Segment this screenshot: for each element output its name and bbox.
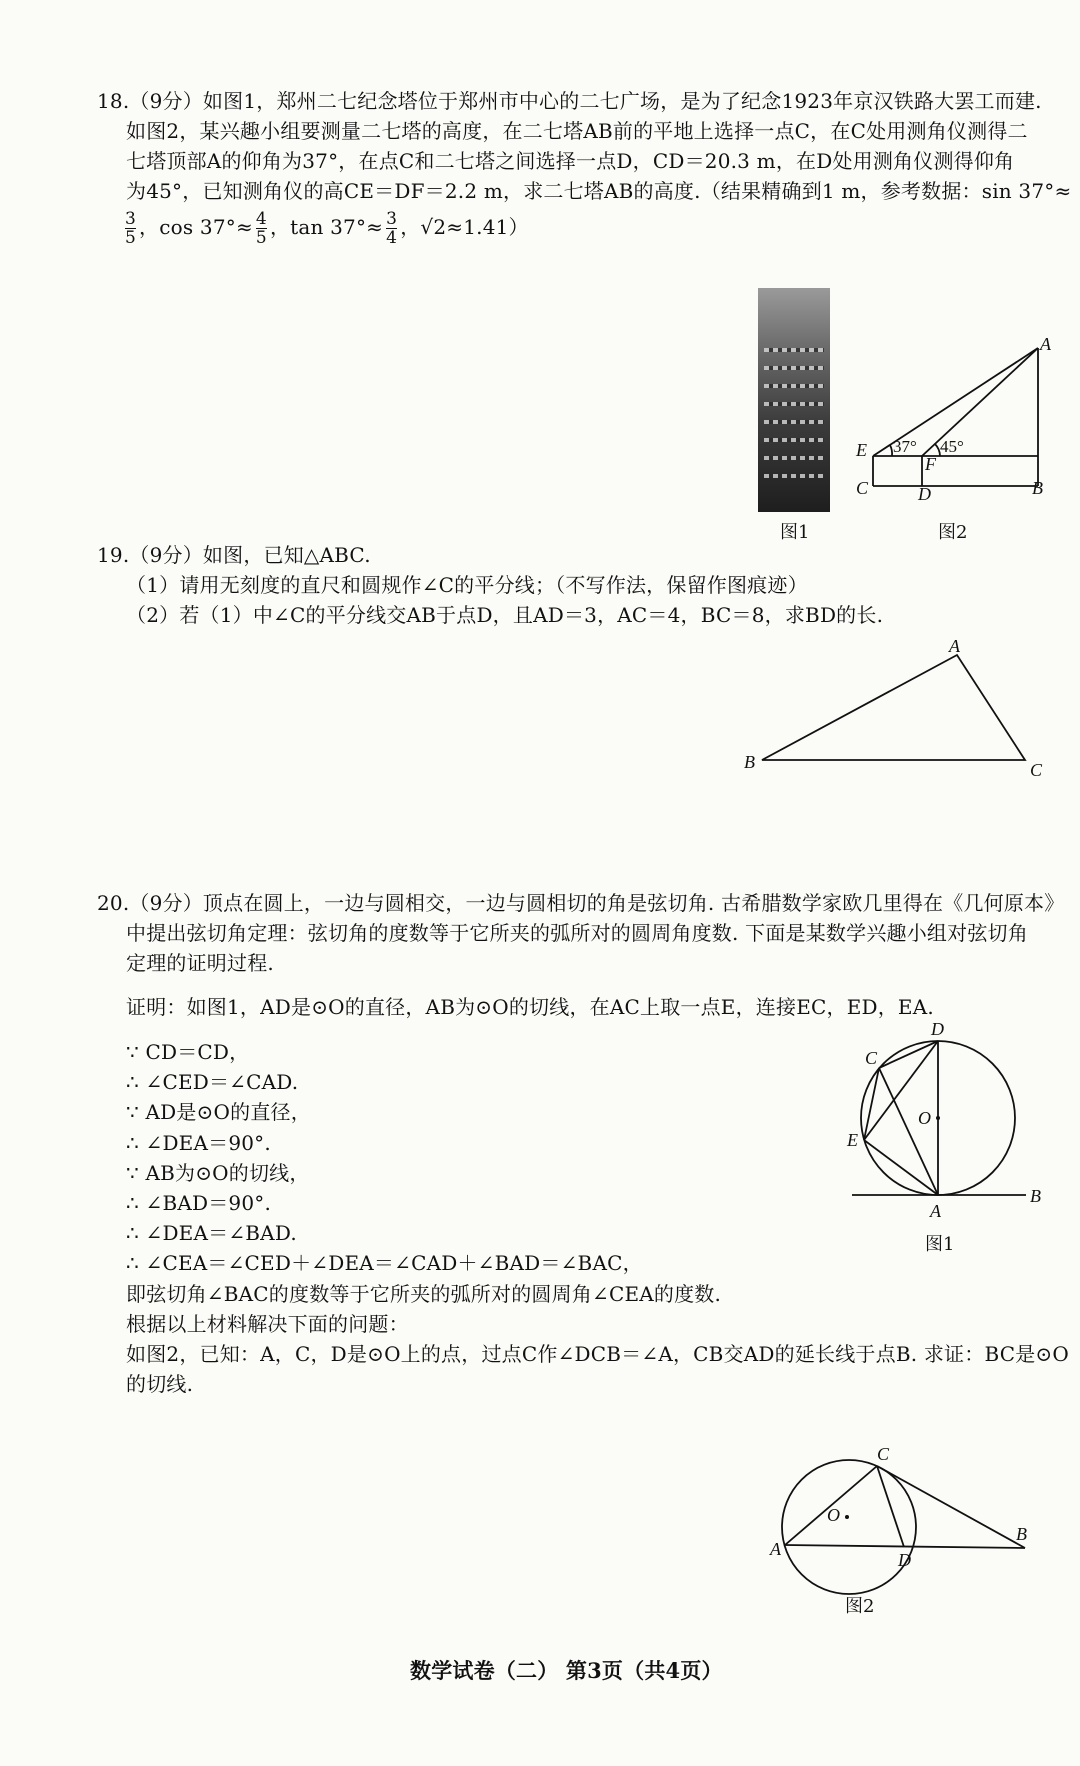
q20-proof-line-12: 如图2，已知：A，C，D是⊙O上的点，过点C作∠DCB＝∠A，CB交AD的延长线于点B. 求证：BC是⊙O: [126, 1342, 1069, 1366]
label-b: B: [1030, 1186, 1041, 1206]
angle-45-label: 45°: [940, 437, 964, 456]
q19-line-1: 19.（9分）如图，已知△ABC.: [97, 543, 371, 567]
q19-line-3: （2）若（1）中∠C的平分线交AB于点D，且AD＝3，AC＝4，BC＝8，求BD的长.: [126, 603, 884, 627]
label-c: C: [856, 478, 869, 498]
q18-fig2-caption: 图2: [938, 522, 968, 543]
q18-reference-data: $\frac{3}{5}$ ，cos 37°≈ $\frac{4}{5}$ ，tan 37°≈ $\frac{3}{4}$ ，√2≈1.41）: [125, 209, 529, 248]
label-d: D: [898, 1550, 911, 1570]
label-o: O: [918, 1108, 931, 1128]
q20-proof-line-5: ∴ ∠DEA＝90°.: [126, 1131, 271, 1155]
q20-proof-line-11: 根据以上材料解决下面的问题：: [126, 1312, 409, 1336]
q20-proof-line-4: ∵ AD是⊙O的直径，: [126, 1100, 311, 1124]
q20-line-2: 中提出弦切角定理：弦切角的度数等于它所夹的弧所对的圆周角度数. 下面是某数学兴趣小组对弦切角: [126, 921, 1028, 945]
label-c: C: [1030, 760, 1043, 780]
label-a: A: [949, 636, 960, 656]
q18-line-1: 18.（9分）如图1，郑州二七纪念塔位于郑州市中心的二七广场，是为了纪念1923年京汉铁路大罢工而建.: [97, 89, 1042, 113]
label-o: O: [827, 1505, 840, 1525]
label-b: B: [1016, 1524, 1027, 1544]
q20-proof-line-6: ∵ AB为⊙O的切线，: [126, 1161, 310, 1185]
frac-tan: $\frac{3}{4}$: [386, 209, 398, 248]
q20-proof-line-13: 的切线.: [126, 1372, 194, 1396]
label-b: B: [744, 752, 755, 772]
frac-cos: $\frac{4}{5}$: [255, 209, 267, 248]
label-b: B: [1032, 478, 1043, 498]
label-c: C: [877, 1444, 890, 1464]
label-e: E: [856, 440, 867, 460]
q20-proof-line-1: 证明：如图1，AD是⊙O的直径，AB为⊙O的切线，在AC上取一点E，连接EC，ED，EA.: [126, 995, 934, 1019]
q18-line-3: 七塔顶部A的仰角为37°，在点C和二七塔之间选择一点D，CD＝20.3 m，在D处用测角仪测得仰角: [126, 149, 1015, 173]
q18-line-2: 如图2，某兴趣小组要测量二七塔的高度，在二七塔AB前的平地上选择一点C，在C处用测角仪测得二: [126, 119, 1028, 143]
q20-proof-line-9: ∴ ∠CEA＝∠CED＋∠DEA＝∠CAD＋∠BAD＝∠BAC，: [126, 1251, 643, 1275]
label-f: F: [925, 454, 936, 474]
label-a: A: [1040, 334, 1051, 354]
label-d: D: [918, 484, 931, 504]
q20-line-1: 20.（9分）顶点在圆上，一边与圆相交，一边与圆相切的角是弦切角. 古希腊数学家欧几里得在《几何原本》: [97, 891, 1065, 915]
label-c: C: [865, 1048, 878, 1068]
q20-proof-line-3: ∴ ∠CED＝∠CAD.: [126, 1070, 299, 1094]
page-footer: 数学试卷（二） 第3页（共4页）: [410, 1658, 723, 1683]
segment-cb: [877, 1466, 1025, 1548]
label-d: D: [931, 1019, 944, 1039]
label-e: E: [847, 1130, 858, 1150]
line-ab: [785, 1545, 1025, 1548]
q20-fig1-caption: 图1: [925, 1234, 955, 1255]
q20-fig2-caption: 图2: [845, 1596, 875, 1617]
angle-37-label: 37°: [893, 437, 917, 456]
q20-proof-line-2: ∵ CD＝CD，: [126, 1040, 250, 1064]
q20-proof-line-8: ∴ ∠DEA＝∠BAD.: [126, 1221, 297, 1245]
q18-line-4: 为45°，已知测角仪的高CE＝DF＝2.2 m，求二七塔AB的高度.（结果精确到1 m，参考数据：sin 37°≈: [126, 179, 1072, 203]
q18-fig1-caption: 图1: [780, 522, 810, 543]
q20-proof-line-7: ∴ ∠BAD＝90°.: [126, 1191, 272, 1215]
q20-line-3: 定理的证明过程.: [126, 951, 274, 975]
circle-o: [782, 1460, 916, 1594]
q19-line-2: （1）请用无刻度的直尺和圆规作∠C的平分线；（不写作法，保留作图痕迹）: [126, 573, 808, 597]
label-a: A: [770, 1539, 781, 1559]
frac-sin: $\frac{3}{5}$: [125, 209, 137, 248]
q20-proof-line-10: 即弦切角∠BAC的度数等于它所夹的弧所对的圆周角∠CEA的度数.: [126, 1282, 722, 1306]
label-a: A: [930, 1201, 941, 1221]
